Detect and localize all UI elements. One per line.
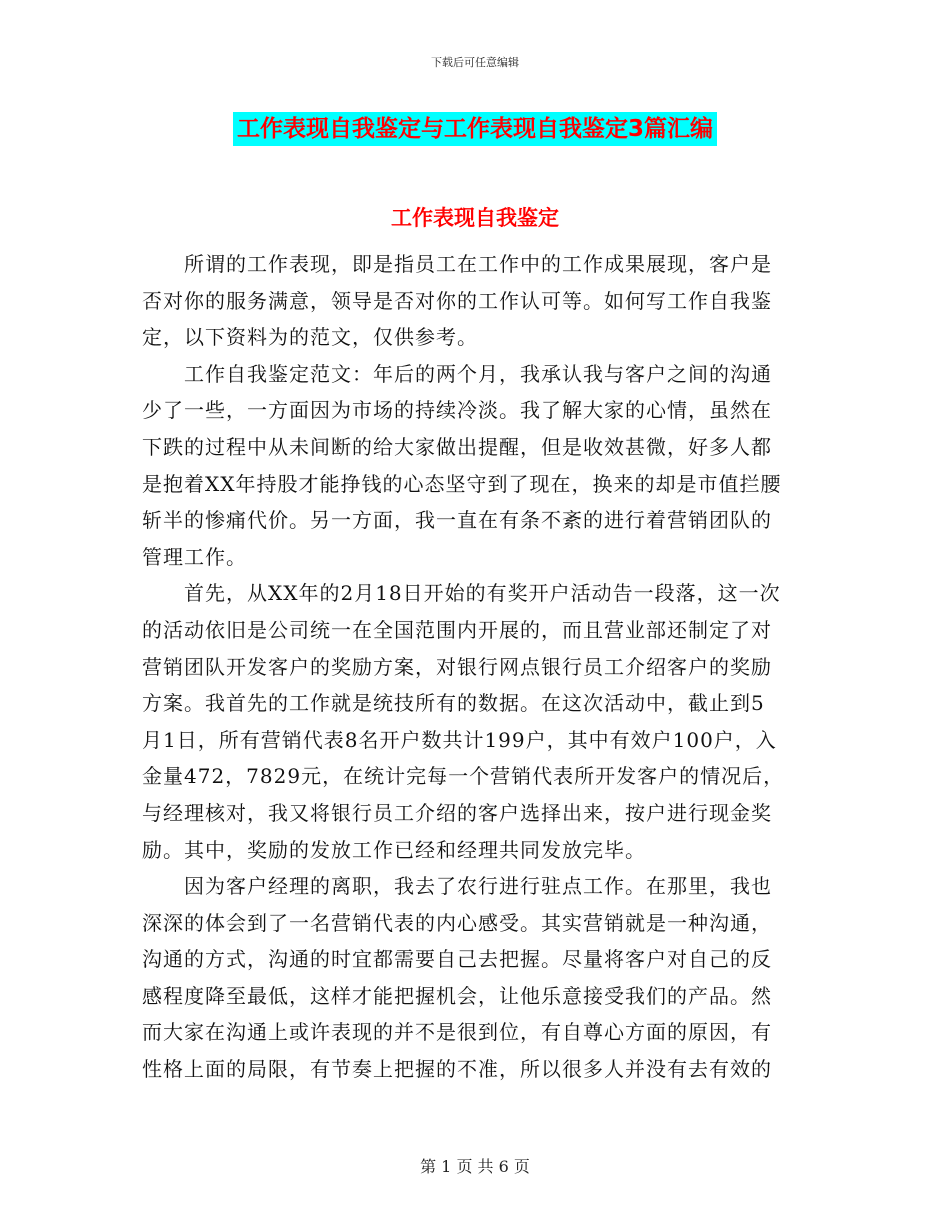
text-line: 定，以下资料为的范文，仅供参考。 xyxy=(142,325,478,350)
text-line: 下跌的过程中从未间断的给大家做出提醒，但是收效甚微，好多人都 xyxy=(142,434,772,459)
text-line: 沟通的方式，沟通的时宜都需要自己去把握。尽量将客户对自己的反 xyxy=(142,947,772,972)
text-line: 性格上面的局限，有节奏上把握的不准，所以很多人并没有去有效的 xyxy=(142,1057,772,1082)
document-title-text: 工作表现自我鉴定与工作表现自我鉴定3篇汇编 xyxy=(233,112,717,146)
text-line: 的活动依旧是公司统一在全国范围内开展的，而且营业部还制定了对 xyxy=(142,617,772,642)
text-line: 少了一些，一方面因为市场的持续冷淡。我了解大家的心情，虽然在 xyxy=(142,398,772,423)
text-line: 励。其中，奖励的发放工作已经和经理共同发放完毕。 xyxy=(142,837,646,862)
text-line: 月1日，所有营销代表8名开户数共计199户，其中有效户100户，入 xyxy=(142,727,777,752)
text-line: 所谓的工作表现，即是指员工在工作中的工作成果展现，客户是 xyxy=(142,252,772,276)
text-line: 深深的体会到了一名营销代表的内心感受。其实营销就是一种沟通， xyxy=(142,910,772,935)
text-line: 感程度降至最低，这样才能把握机会，让他乐意接受我们的产品。然 xyxy=(142,983,772,1008)
text-line: 否对你的服务满意，领导是否对你的工作认可等。如何写工作自我鉴 xyxy=(142,288,772,313)
section-title: 工作表现自我鉴定 xyxy=(391,206,559,230)
text-line: 是抱着XX年持股才能挣钱的心态坚守到了现在，换来的却是市值拦腰 xyxy=(142,471,782,496)
body-text xyxy=(142,246,818,1088)
document-title xyxy=(0,112,950,146)
text-line: 因为客户经理的离职，我去了农行进行驻点工作。在那里，我也 xyxy=(142,874,772,899)
text-line: 方案。我首先的工作就是统技所有的数据。在这次活动中，截止到5 xyxy=(142,691,765,716)
text-line: 斩半的惨痛代价。另一方面，我一直在有条不紊的进行着营销团队的 xyxy=(142,508,772,533)
text-line: 而大家在沟通上或许表现的并不是很到位，有自尊心方面的原因，有 xyxy=(142,1020,772,1045)
text-line: 管理工作。 xyxy=(142,544,247,569)
text-line: 工作自我鉴定范文：年后的两个月，我承认我与客户之间的沟通 xyxy=(142,361,772,386)
text-line: 营销团队开发客户的奖励方案，对银行网点银行员工介绍客户的奖励 xyxy=(142,654,772,679)
text-line: 与经理核对，我又将银行员工介绍的客户选择出来，按户进行现金奖 xyxy=(142,800,772,825)
page-footer: 第 1 页 共 6 页 xyxy=(420,1157,530,1176)
page-header: 下载后可任意编辑 xyxy=(431,56,519,69)
text-line: 首先，从XX年的2月18日开始的有奖开户活动告一段落，这一次 xyxy=(142,581,781,606)
text-line: 金量472，7829元，在统计完每一个营销代表所开发客户的情况后， xyxy=(142,764,785,789)
